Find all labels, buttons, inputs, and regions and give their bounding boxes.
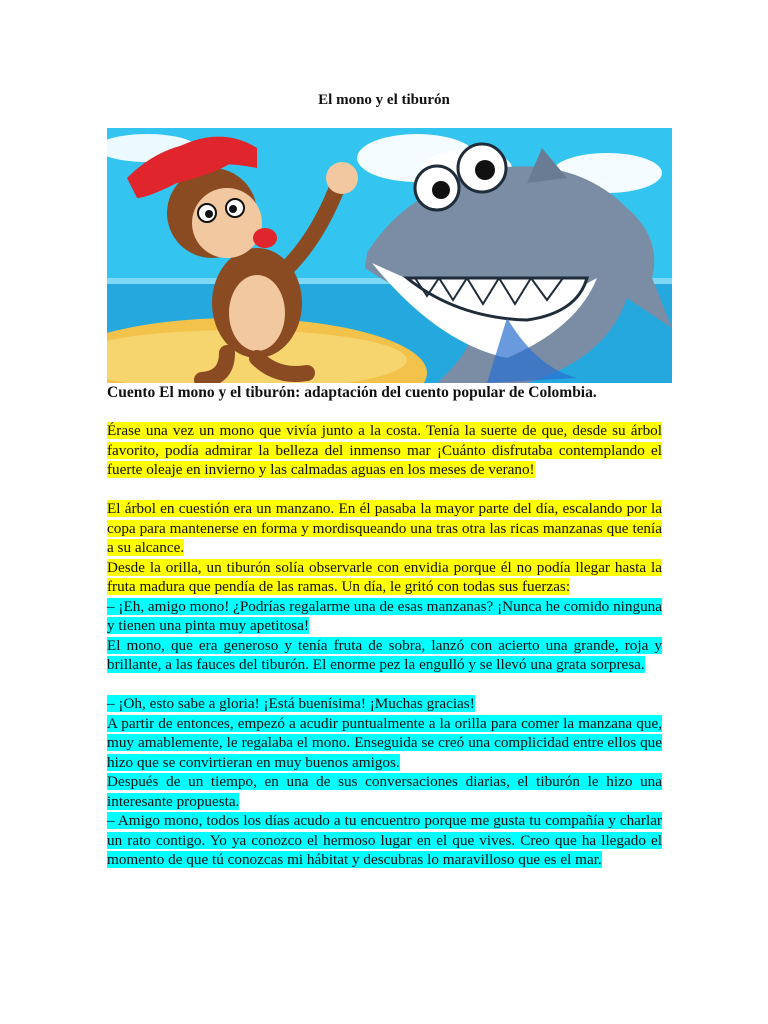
paragraph	[107, 558, 662, 597]
story-caption: Cuento El mono y el tiburón: adaptación del cuento popular de Colombia.	[107, 384, 597, 401]
highlighted-text: El mono, que era generoso y tenía fruta de sobra, lanzó con acierto una grande, roja y brillante, a las fauces del tiburón. El enorme pez la engulló y se llevó una grata sorpresa.	[107, 636, 662, 673]
highlighted-text: – ¡Oh, esto sabe a gloria! ¡Está buenísima! ¡Muchas gracias!	[107, 695, 475, 712]
highlighted-text: Érase una vez un mono que vivía junto a la costa. Tenía la suerte de que, desde su árbol favorito, podía admirar la belleza del inmenso mar ¡Cuánto disfrutaba contemplando el fuerte oleaje en invierno y las calmadas aguas en los meses de verano!	[107, 422, 662, 478]
paragraph	[107, 694, 662, 714]
story-body	[107, 421, 662, 870]
paragraph	[107, 597, 662, 636]
page-title: El mono y el tiburón	[318, 92, 450, 108]
highlighted-text: A partir de entonces, empezó a acudir puntualmente a la orilla para comer la manzana que, muy amablemente, le regalaba el mono. Enseguida se creó una complicidad entre ellos que hizo que se convirtieran en muy buenos amigos.	[107, 714, 662, 771]
story-illustration	[107, 128, 672, 383]
highlighted-text: El árbol en cuestión era un manzano. En él pasaba la mayor parte del día, escalando por la copa para mantenerse en forma y mordisqueando una tras otra las ricas manzanas que tenía a su alcance.	[107, 500, 662, 556]
paragraph	[107, 499, 662, 558]
monkey-and-shark-cartoon	[107, 128, 672, 383]
highlighted-text: Desde la orilla, un tiburón solía observarle con envidia porque él no podía llegar hasta la fruta madura que pendía de las ramas. Un día, le gritó con todas sus fuerzas:	[107, 558, 662, 595]
highlighted-text: Después de un tiempo, en una de sus conversaciones diarias, el tiburón le hizo una interesante propuesta.	[107, 773, 662, 810]
highlighted-text: – Amigo mono, todos los días acudo a tu encuentro porque me gusta tu compañía y charlar un rato contigo. Yo ya conozco el hermoso lugar en el que vives. Creo que ha llegado el momento de que tú conozcas mi hábitat y descubras lo maravilloso que es el mar.	[107, 812, 662, 868]
highlighted-text: – ¡Eh, amigo mono! ¿Podrías regalarme una de esas manzanas? ¡Nunca he comido ninguna y tienen una pinta muy apetitosa!	[107, 597, 662, 634]
paragraph	[107, 714, 662, 773]
paragraph	[107, 421, 662, 480]
paragraph	[107, 811, 662, 870]
paragraph	[107, 772, 662, 811]
paragraph	[107, 636, 662, 675]
